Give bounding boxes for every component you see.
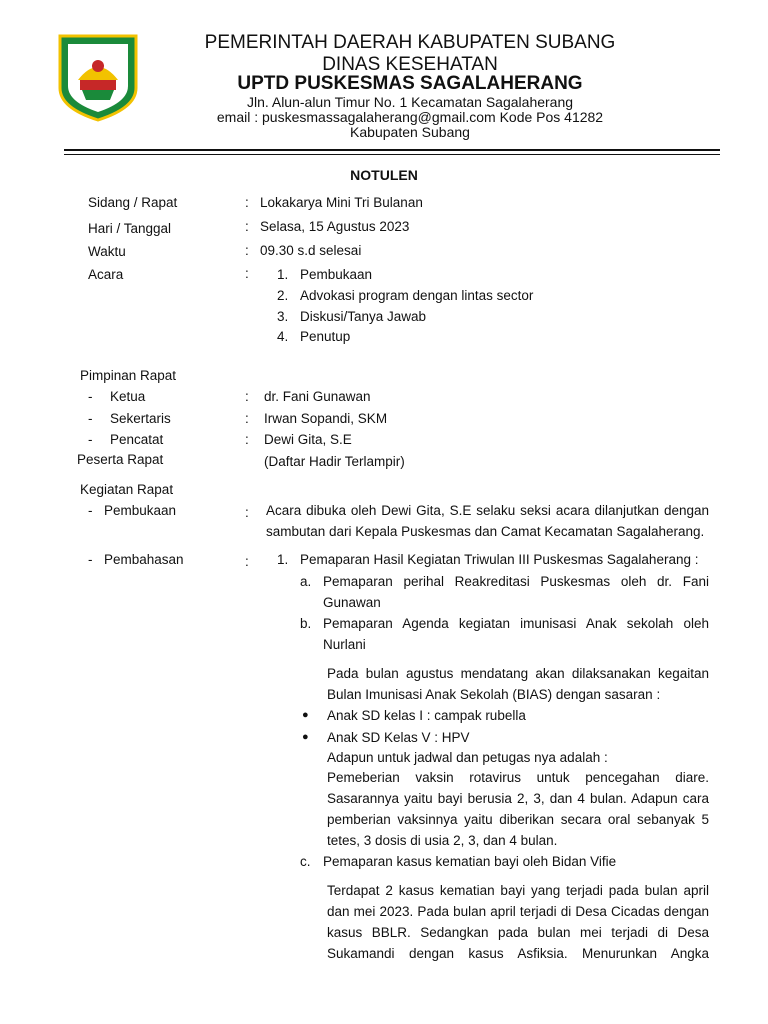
document-title: NOTULEN — [350, 167, 418, 183]
pembukaan-text: Acara dibuka oleh Dewi Gita, S.E selaku seksi acara dilanjutkan dengan — [266, 503, 709, 518]
colon: : — [245, 219, 249, 234]
dash: - — [88, 503, 93, 518]
colon: : — [245, 554, 249, 569]
kematian-text: Sukamandi dengan kasus Asfiksia. Menurunkan Angka — [327, 946, 709, 961]
sidang-value: Lokakarya Mini Tri Bulanan — [260, 195, 423, 210]
kematian-text: kasus BBLR. Sedangkan pada bulan mei terjadi di Desa — [327, 925, 709, 940]
hari-label: Hari / Tanggal — [88, 221, 172, 236]
sidang-label: Sidang / Rapat — [88, 195, 178, 210]
acara-item: Advokasi program dengan lintas sector — [300, 288, 534, 303]
bullet-icon: ● — [302, 709, 309, 721]
pembukaan-label: Pembukaan — [104, 503, 177, 518]
colon: : — [245, 243, 249, 258]
waktu-label: Waktu — [88, 244, 126, 259]
peserta-value: (Daftar Hadir Terlampir) — [264, 454, 405, 469]
sekertaris-label: Sekertaris — [110, 411, 171, 426]
peserta-label: Peserta Rapat — [77, 452, 164, 467]
sub-b-text: Pemaparan Agenda kegiatan imunisasi Anak sekolah oleh — [323, 616, 709, 631]
sub-b-text: Nurlani — [323, 637, 366, 652]
pencatat-value: Dewi Gita, S.E — [264, 432, 352, 447]
dash: - — [88, 552, 93, 567]
kegiatan-heading: Kegiatan Rapat — [80, 482, 174, 497]
header-government: PEMERINTAH DAERAH KABUPATEN SUBANG — [204, 32, 616, 53]
header-department: DINAS KESEHATAN — [322, 54, 498, 75]
vaksin-text: Sasarannya yaitu bayi berusia 2, 3, dan 4 bulan. Adapun cara — [327, 791, 709, 806]
bias-text: Pada bulan agustus mendatang akan dilaksanakan kegaitan — [327, 666, 709, 681]
acara-num: 3. — [277, 309, 289, 324]
header-contact: email : puskesmassagalaherang@gmail.com Kode Pos 41282 — [216, 109, 604, 125]
acara-item: Pembukaan — [300, 267, 373, 282]
dash: - — [88, 389, 93, 404]
acara-num: 4. — [277, 329, 289, 344]
acara-item: Penutup — [300, 329, 351, 344]
header-regency: Kabupaten Subang — [350, 124, 470, 140]
hari-value: Selasa, 15 Agustus 2023 — [260, 219, 410, 234]
colon: : — [245, 505, 249, 520]
colon: : — [245, 389, 249, 404]
colon: : — [245, 432, 249, 447]
bullet-text: Anak SD kelas I : campak rubella — [327, 708, 526, 723]
colon: : — [245, 266, 249, 281]
header-rule-thick — [64, 149, 720, 151]
bullet-text: Anak SD Kelas V : HPV — [327, 730, 470, 745]
item1-text: Pemaparan Hasil Kegiatan Triwulan III Puskesmas Sagalaherang : — [300, 552, 699, 567]
pencatat-label: Pencatat — [110, 432, 164, 447]
colon: : — [245, 411, 249, 426]
vaksin-text: pemberian vaksinnya yaitu diberikan secara oral sebanyak 5 — [327, 812, 709, 827]
kematian-text: Terdapat 2 kasus kematian bayi yang terjadi pada bulan april — [327, 883, 709, 898]
acara-num: 1. — [277, 267, 289, 282]
sub-a-text: Pemaparan perihal Reakreditasi Puskesmas oleh dr. Fani — [323, 574, 709, 589]
jadwal-text: Adapun untuk jadwal dan petugas nya adalah : — [327, 750, 608, 765]
header-institution: UPTD PUSKESMAS SAGALAHERANG — [237, 73, 583, 94]
pembahasan-label: Pembahasan — [104, 552, 184, 567]
sub-marker: c. — [300, 854, 311, 869]
acara-item: Diskusi/Tanya Jawab — [300, 309, 427, 324]
acara-label: Acara — [88, 267, 124, 282]
ketua-label: Ketua — [110, 389, 146, 404]
dash: - — [88, 432, 93, 447]
colon: : — [245, 195, 249, 210]
header-address: Jln. Alun-alun Timur No. 1 Kecamatan Sagalaherang — [246, 94, 574, 110]
vaksin-text: tetes, 3 dosis di usia 2, 3, dan 4 bulan. — [327, 833, 558, 848]
sub-marker: a. — [300, 574, 312, 589]
acara-num: 2. — [277, 288, 289, 303]
pimpinan-heading: Pimpinan Rapat — [80, 368, 177, 383]
subang-regency-logo — [52, 30, 144, 122]
dash: - — [88, 411, 93, 426]
sub-c-text: Pemaparan kasus kematian bayi oleh Bidan Vifie — [323, 854, 617, 869]
header-rule-thin — [64, 154, 720, 155]
sub-marker: b. — [300, 616, 312, 631]
waktu-value: 09.30 s.d selesai — [260, 243, 362, 258]
bias-text: Bulan Imunisasi Anak Sekolah (BIAS) dengan sasaran : — [327, 687, 661, 702]
ketua-value: dr. Fani Gunawan — [264, 389, 371, 404]
sub-a-text: Gunawan — [323, 595, 381, 610]
item-number: 1. — [277, 552, 289, 567]
pembukaan-text: sambutan dari Kepala Puskesmas dan Camat Kecamatan Sagalaherang. — [266, 524, 705, 539]
kematian-text: dan mei 2023. Pada bulan april terjadi di Desa Cicadas dengan — [327, 904, 709, 919]
bullet-icon: ● — [302, 731, 309, 743]
sekertaris-value: Irwan Sopandi, SKM — [264, 411, 388, 426]
vaksin-text: Pemeberian vaksin rotavirus untuk pencegahan diare. — [327, 770, 709, 785]
